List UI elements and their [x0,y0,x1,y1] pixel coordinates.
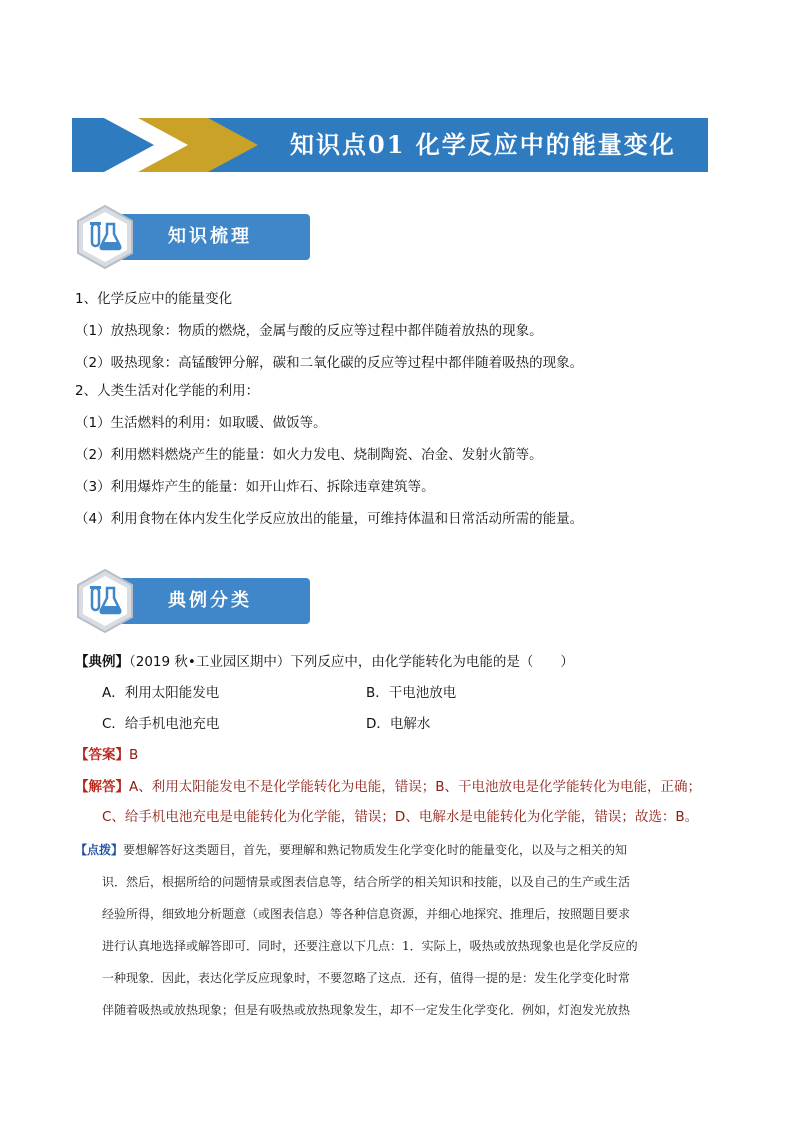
question-text: （2019 秋•工业园区期中）下列反应中，由化学能转化为电能的是（ ） [129,654,574,670]
knowledge-line: （4）利用食物在体内发生化学反应放出的能量，可维持体温和日常活动所需的能量。 [75,511,584,527]
option-b: B．干电池放电 [366,685,457,701]
knowledge-line: （1）放热现象：物质的燃烧，金属与酸的反应等过程中都伴随着放热的现象。 [75,323,543,339]
answer-tag: 【答案】 [75,747,129,763]
note-tag: 【点拨】 [75,843,124,857]
note-text: 伴随着吸热或放热现象；但是有吸热或放热现象发生，却不一定发生化学变化．例如，灯泡发光放热 [102,1003,631,1017]
note-text: 一种现象．因此，表达化学反应现象时，不要忽略了这点．还有，值得一提的是：发生化学变化时常 [102,971,631,985]
section-header-examples [72,568,312,634]
answer-value: B [129,747,139,763]
note-line [75,840,627,860]
analysis-text: C、给手机电池充电是电能转化为化学能，错误；D、电解水是电能转化为化学能，错误；故选：B。 [102,809,699,825]
analysis-text: A、利用太阳能发电不是化学能转化为电能，错误；B、干电池放电是化学能转化为电能，正确； [129,779,701,795]
example-question [75,652,574,672]
example-tag: 【典例】 [75,654,129,670]
note-text: 识．然后，根据所给的问题情景或图表信息等，结合所学的相关知识和技能，以及自己的生产或生活 [102,875,631,889]
knowledge-line: （2）利用燃料燃烧产生的能量：如火力发电、烧制陶瓷、冶金、发射火箭等。 [75,447,543,463]
knowledge-line: 1、化学反应中的能量变化 [75,291,233,307]
note-text: 进行认真地选择或解答即可．同时，还要注意以下几点：1．实际上，吸热或放热现象也是化学反应的 [102,939,638,953]
flask-test-tube-icon [72,568,138,634]
analysis-tag: 【解答】 [75,779,129,795]
chevron-arrow-icon [102,118,262,172]
title-banner [72,118,708,172]
page-title: 知识点01 化学反应中的能量变化 [290,130,676,159]
option-c: C．给手机电池充电 [102,716,220,732]
section-header-knowledge [72,204,312,270]
section-title: 典例分类 [168,590,252,611]
section-title: 知识梳理 [168,226,252,247]
flask-test-tube-icon [72,204,138,270]
analysis-line [75,777,701,797]
knowledge-line: 2、人类生活对化学能的利用： [75,383,260,399]
note-text: 要想解答好这类题目，首先，要理解和熟记物质发生化学变化时的能量变化，以及与之相关的知 [123,843,628,857]
option-d: D．电解水 [366,716,431,732]
note-text: 经验所得，细致地分析题意（或图表信息）等各种信息资源，并细心地探究、推理后，按照题目要求 [102,907,631,921]
knowledge-line: （3）利用爆炸产生的能量：如开山炸石、拆除违章建筑等。 [75,479,435,495]
answer-line [75,745,138,765]
option-a: A．利用太阳能发电 [102,685,220,701]
knowledge-line: （2）吸热现象：高锰酸钾分解，碳和二氧化碳的反应等过程中都伴随着吸热的现象。 [75,355,584,371]
knowledge-line: （1）生活燃料的利用：如取暖、做饭等。 [75,415,327,431]
